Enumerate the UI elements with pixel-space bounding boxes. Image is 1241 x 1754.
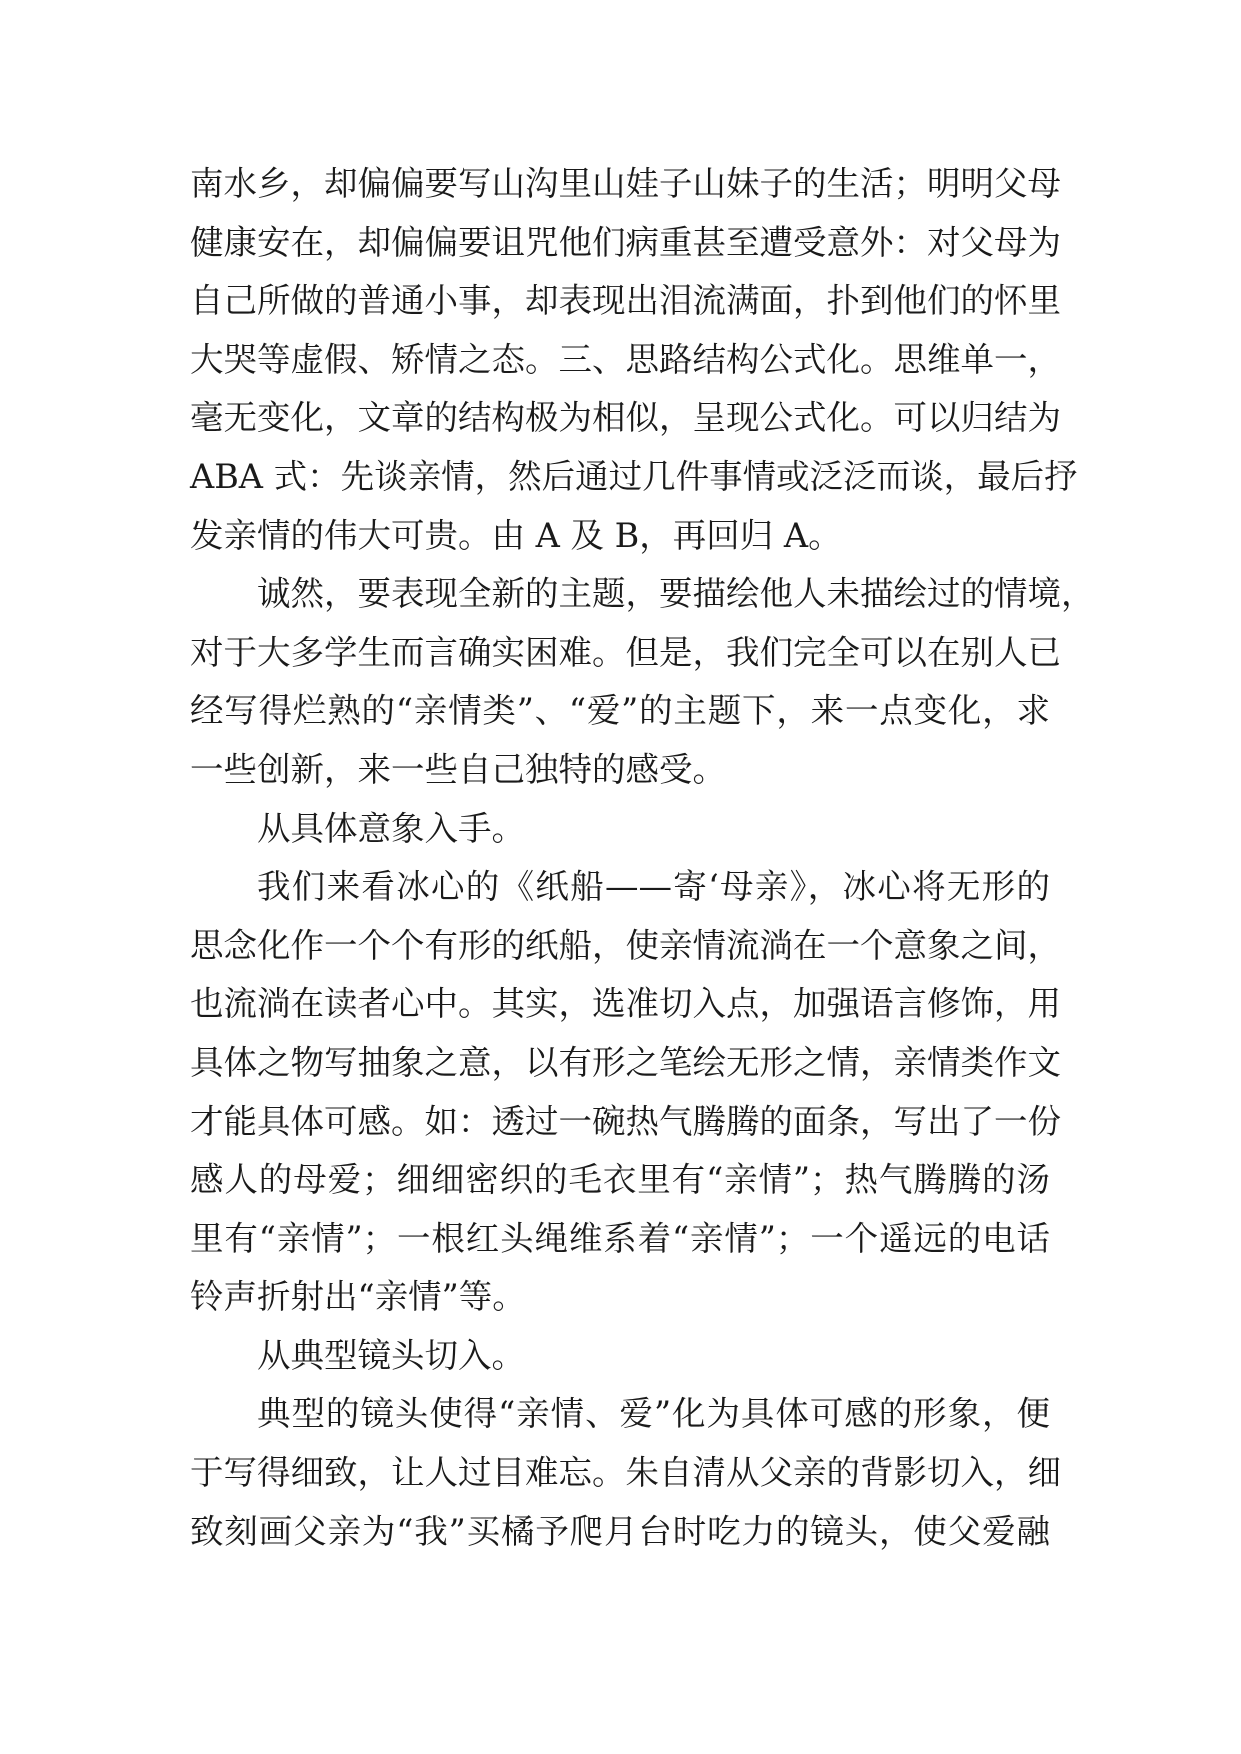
body-text [190,155,1095,1561]
text-line: 思念化作一个个有形的纸船，使亲情流淌在一个意象之间， [190,925,1061,965]
text-line: 致刻画父亲为“我”买橘予爬月台时吃力的镜头，使父爱融 [190,1511,1050,1551]
text-line: 具体之物写抽象之意，以有形之笔绘无形之情，亲情类作文 [190,1042,1061,1082]
text-line: 一些创新，来一些自己独特的感受。 [190,749,726,789]
text-line: 也流淌在读者心中。其实，选准切入点，加强语言修饰，用 [190,984,1061,1024]
text-line: 里有“亲情”；一根红头绳维系着“亲情”；一个遥远的电话 [190,1218,1050,1258]
text-line: 南水乡，却偏偏要写山沟里山娃子山妹子的生活；明明父母 [190,164,1061,203]
text-line: 发亲情的伟大可贵。由 A 及 B，再回归 A。 [190,515,842,555]
text-line: 自己所做的普通小事，却表现出泪流满面，扑到他们的怀里 [190,281,1061,321]
text-line: 对于大多学生而言确实困难。但是，我们完全可以在别人已 [190,632,1061,672]
text-line: 诚然，要表现全新的主题，要描绘他人未描绘过的情境， [257,574,1095,614]
text-line: 铃声折射出“亲情”等。 [190,1277,526,1317]
text-line: 健康安在，却偏偏要诅咒他们病重甚至遭受意外：对父母为 [190,222,1061,262]
text-line: 我们来看冰心的《纸船——寄‘母亲》，冰心将无形的 [257,867,1050,907]
text-line: 感人的母爱；细细密织的毛衣里有“亲情”；热气腾腾的汤 [190,1160,1050,1200]
text-line: 从具体意象入手。 [257,808,525,848]
text-line: 才能具体可感。如：透过一碗热气腾腾的面条，写出了一份 [190,1101,1061,1141]
text-line: 经写得烂熟的“亲情类”、“爱”的主题下，来一点变化，求 [190,691,1050,731]
text-line: 于写得细致，让人过目难忘。朱自清从父亲的背影切入，细 [190,1453,1061,1493]
text-line: 典型的镜头使得“亲情、爱”化为具体可感的形象，便 [257,1394,1050,1434]
text-line: 从典型镜头切入。 [257,1335,525,1375]
text-line: ABA 式：先谈亲情，然后通过几件事情或泛泛而谈，最后抒 [190,456,1078,496]
text-line: 毫无变化，文章的结构极为相似，呈现公式化。可以归结为 [190,398,1061,438]
text-line: 大哭等虚假、矫情之态。三、思路结构公式化。思维单一， [190,339,1061,379]
